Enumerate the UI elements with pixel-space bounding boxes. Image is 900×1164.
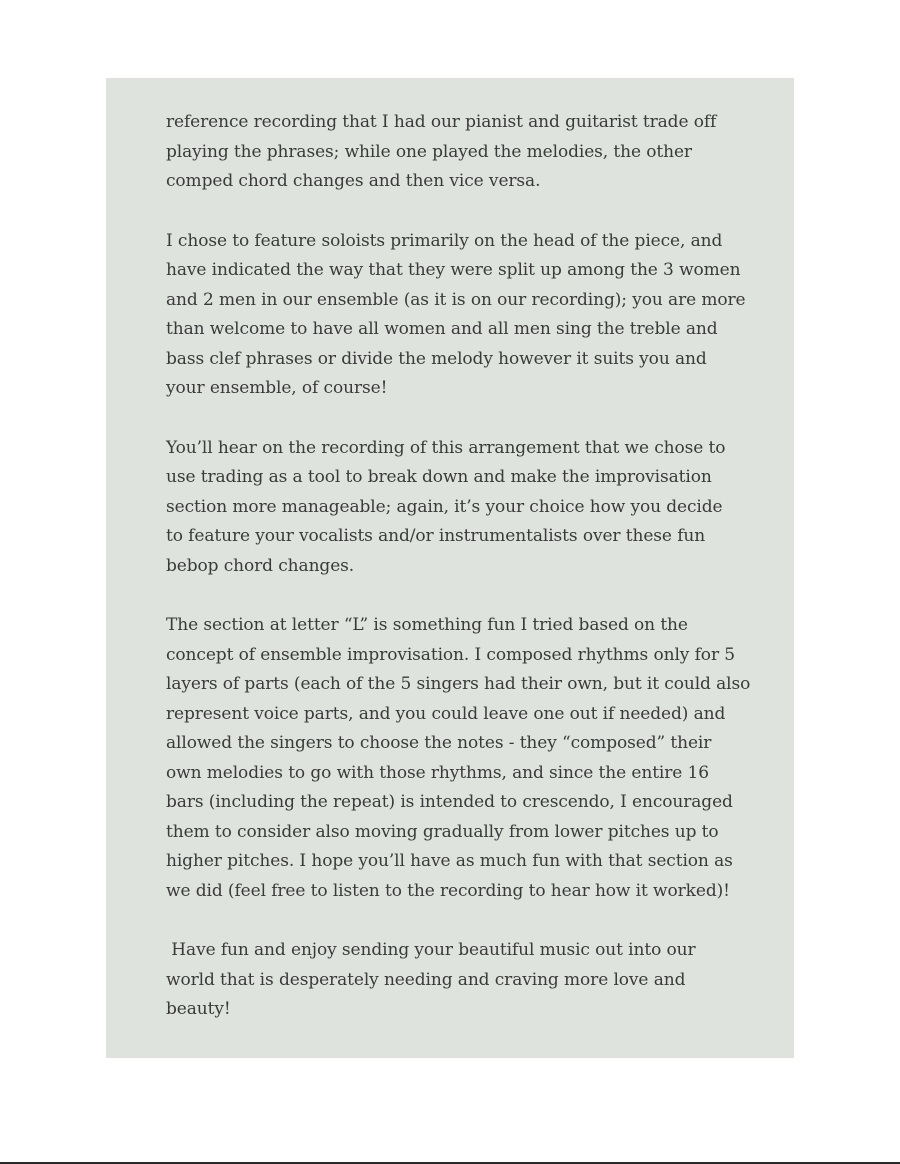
text-line: them to consider also moving gradually from lower pitches up to: [166, 821, 719, 842]
text-line: to feature your vocalists and/or instrumentalists over these fun: [166, 526, 706, 546]
text-line: your ensemble, of course!: [166, 378, 388, 398]
text-line: bass clef phrases or divide the melody however it suits you and: [166, 348, 707, 369]
text-line: own melodies to go with those rhythms, and since the entire 16: [166, 762, 709, 783]
paragraph-reference-recording: [166, 108, 754, 197]
text-line: represent voice parts, and you could leave one out if needed) and: [166, 703, 726, 724]
text-line: playing the phrases; while one played the melodies, the other: [166, 141, 692, 162]
text-line: have indicated the way that they were split up among the 3 women: [166, 260, 741, 280]
text-line: layers of parts (each of the 5 singers had their own, but it could also: [166, 674, 751, 694]
text-line: world that is desperately needing and craving more love and: [166, 969, 686, 990]
text-line: comped chord changes and then vice versa.: [166, 171, 541, 191]
text-line: higher pitches. I hope you’ll have as much fun with that section as: [166, 851, 733, 871]
text-line: I chose to feature soloists primarily on the head of the piece, and: [166, 230, 723, 251]
text-line: Have fun and enjoy sending your beautiful music out into our: [166, 940, 696, 960]
text-line: section more manageable; again, it’s your choice how you decide: [166, 496, 723, 517]
document-page-panel: [106, 78, 794, 1058]
text-line: reference recording that I had our pianist and guitarist trade off: [166, 112, 717, 132]
text-line: use trading as a tool to break down and make the improvisation: [166, 467, 712, 487]
paragraph-trading: [166, 434, 754, 582]
text-line: bebop chord changes.: [166, 555, 355, 576]
text-line: bars (including the repeat) is intended to crescendo, I encouraged: [166, 792, 733, 812]
paragraph-soloists: [166, 227, 754, 404]
text-line: allowed the singers to choose the notes - they “composed” their: [166, 733, 712, 753]
text-line: beauty!: [166, 999, 231, 1019]
paragraph-closing: [166, 936, 754, 1025]
paragraph-letter-l-section: [166, 611, 754, 906]
text-line: You’ll hear on the recording of this arrangement that we chose to: [166, 437, 726, 458]
text-line: and 2 men in our ensemble (as it is on our recording); you are more: [166, 289, 746, 310]
text-line: than welcome to have all women and all men sing the treble and: [166, 319, 718, 339]
text-line: concept of ensemble improvisation. I composed rhythms only for 5: [166, 644, 735, 665]
text-line: we did (feel free to listen to the recording to hear how it worked)!: [166, 880, 730, 901]
text-line: The section at letter “L” is something fun I tried based on the: [166, 615, 688, 635]
